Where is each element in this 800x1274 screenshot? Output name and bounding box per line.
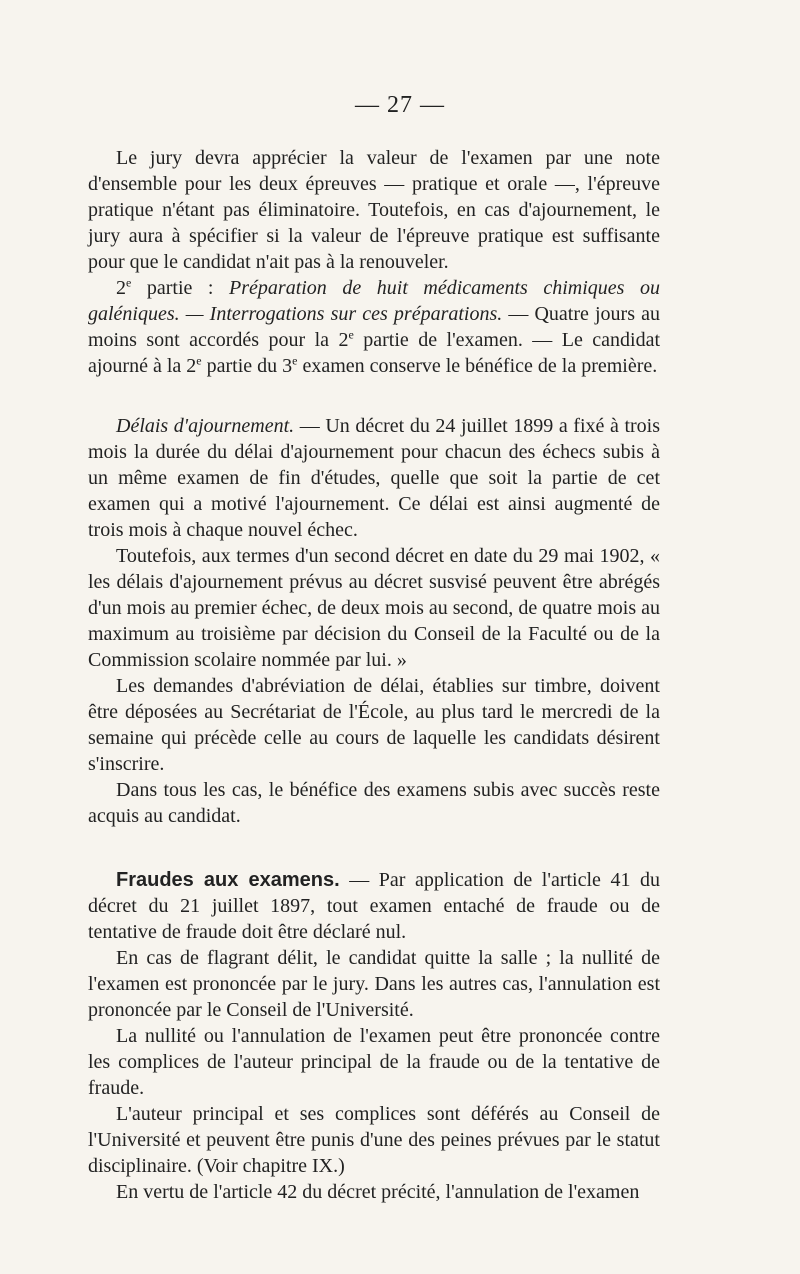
paragraph-benefice: Dans tous les cas, le bénéfice des examens subis avec succès reste acquis au candidat. bbox=[88, 779, 660, 827]
paragraph-jury: Le jury devra apprécier la valeur de l'examen par une note d'ensemble pour les deux épreuves — pratique et orale —, l'épreuve pratique n'étant pas éliminatoire. Toutefois, en cas d'ajournement, le jury aura à spécifier si la valeur de l'épreuve pratique est suffisante pour que le candidat n'ait pas à la renouveler. bbox=[88, 147, 660, 273]
fraudes-heading: Fraudes aux examens. bbox=[116, 869, 340, 891]
paragraph-toutefois: Toutefois, aux termes d'un second décret en date du 29 mai 1902, « les délais d'ajournement prévus au décret susvisé peuvent être abrégés d'un mois au premier échec, de deux mois au second, de quatre mois au maximum au troisième par décision du Conseil de la Faculté ou de la Commission scolaire nommée par lui. » bbox=[88, 545, 660, 671]
paragraph-vertu: En vertu de l'article 42 du décret précité, l'annulation de l'examen bbox=[116, 1181, 640, 1203]
paragraph-demandes: Les demandes d'abréviation de délai, établies sur timbre, doivent être déposées au Secrétariat de l'École, au plus tard le mercredi de la semaine qui précède celle au cours de laquelle les candidats désirent s'inscrire. bbox=[88, 675, 660, 775]
paragraph-delais bbox=[88, 413, 660, 543]
second-part-title: Préparation de huit médicaments chimiques ou galéniques. — Interrogations sur ces préparations. bbox=[88, 277, 660, 325]
paragraph-flagrant: En cas de flagrant délit, le candidat quitte la salle ; la nullité de l'examen est prononcée par le jury. Dans les autres cas, l'annulation est prononcée par le Conseil de l'Université. bbox=[88, 947, 660, 1021]
second-part-text4: examen conserve le bénéfice de la première. bbox=[297, 355, 658, 377]
paragraph-auteur: L'auteur principal et ses complices sont déférés au Conseil de l'Université et peuvent être punis d'une des peines prévues par le statut disciplinaire. (Voir chapitre IX.) bbox=[88, 1103, 660, 1177]
second-part-text3: partie du 3 bbox=[201, 355, 293, 377]
second-part-num: 2 bbox=[116, 277, 126, 299]
second-part-sup: e bbox=[126, 275, 132, 290]
paragraph-nullite: La nullité ou l'annulation de l'examen peut être prononcée contre les complices de l'auteur principal de la fraude ou de la tentative de fraude. bbox=[88, 1025, 660, 1099]
second-part-sup2: e bbox=[348, 327, 354, 342]
page-number: — 27 — bbox=[355, 92, 445, 118]
second-part-label: partie : bbox=[131, 277, 230, 299]
second-part-sup3: e bbox=[196, 353, 202, 368]
second-part-text1: — Quatre jours au moins sont accordés pour la 2 bbox=[88, 303, 660, 351]
second-part-sup4: e bbox=[292, 353, 298, 368]
paragraph-fraudes bbox=[88, 867, 660, 945]
fraudes-text: — Par application de l'article 41 du décret du 21 juillet 1897, tout examen entaché de fraude ou de tentative de fraude doit être déclaré nul. bbox=[88, 869, 660, 943]
paragraph-second-part bbox=[88, 275, 660, 379]
second-part-text2: partie de l'examen. — Le candidat ajourné à la 2 bbox=[88, 329, 661, 377]
body-text-top bbox=[88, 145, 660, 1205]
delais-text: — Un décret du 24 juillet 1899 a fixé à trois mois la durée du délai d'ajournement pour chacun des échecs subis à un même examen de fin d'études, quelle que soit la partie de cet examen qui a motivé l'ajournement. Ce délai est ainsi augmenté de trois mois à chaque nouvel échec. bbox=[88, 415, 661, 541]
delais-heading: Délais d'ajournement. bbox=[116, 415, 295, 437]
